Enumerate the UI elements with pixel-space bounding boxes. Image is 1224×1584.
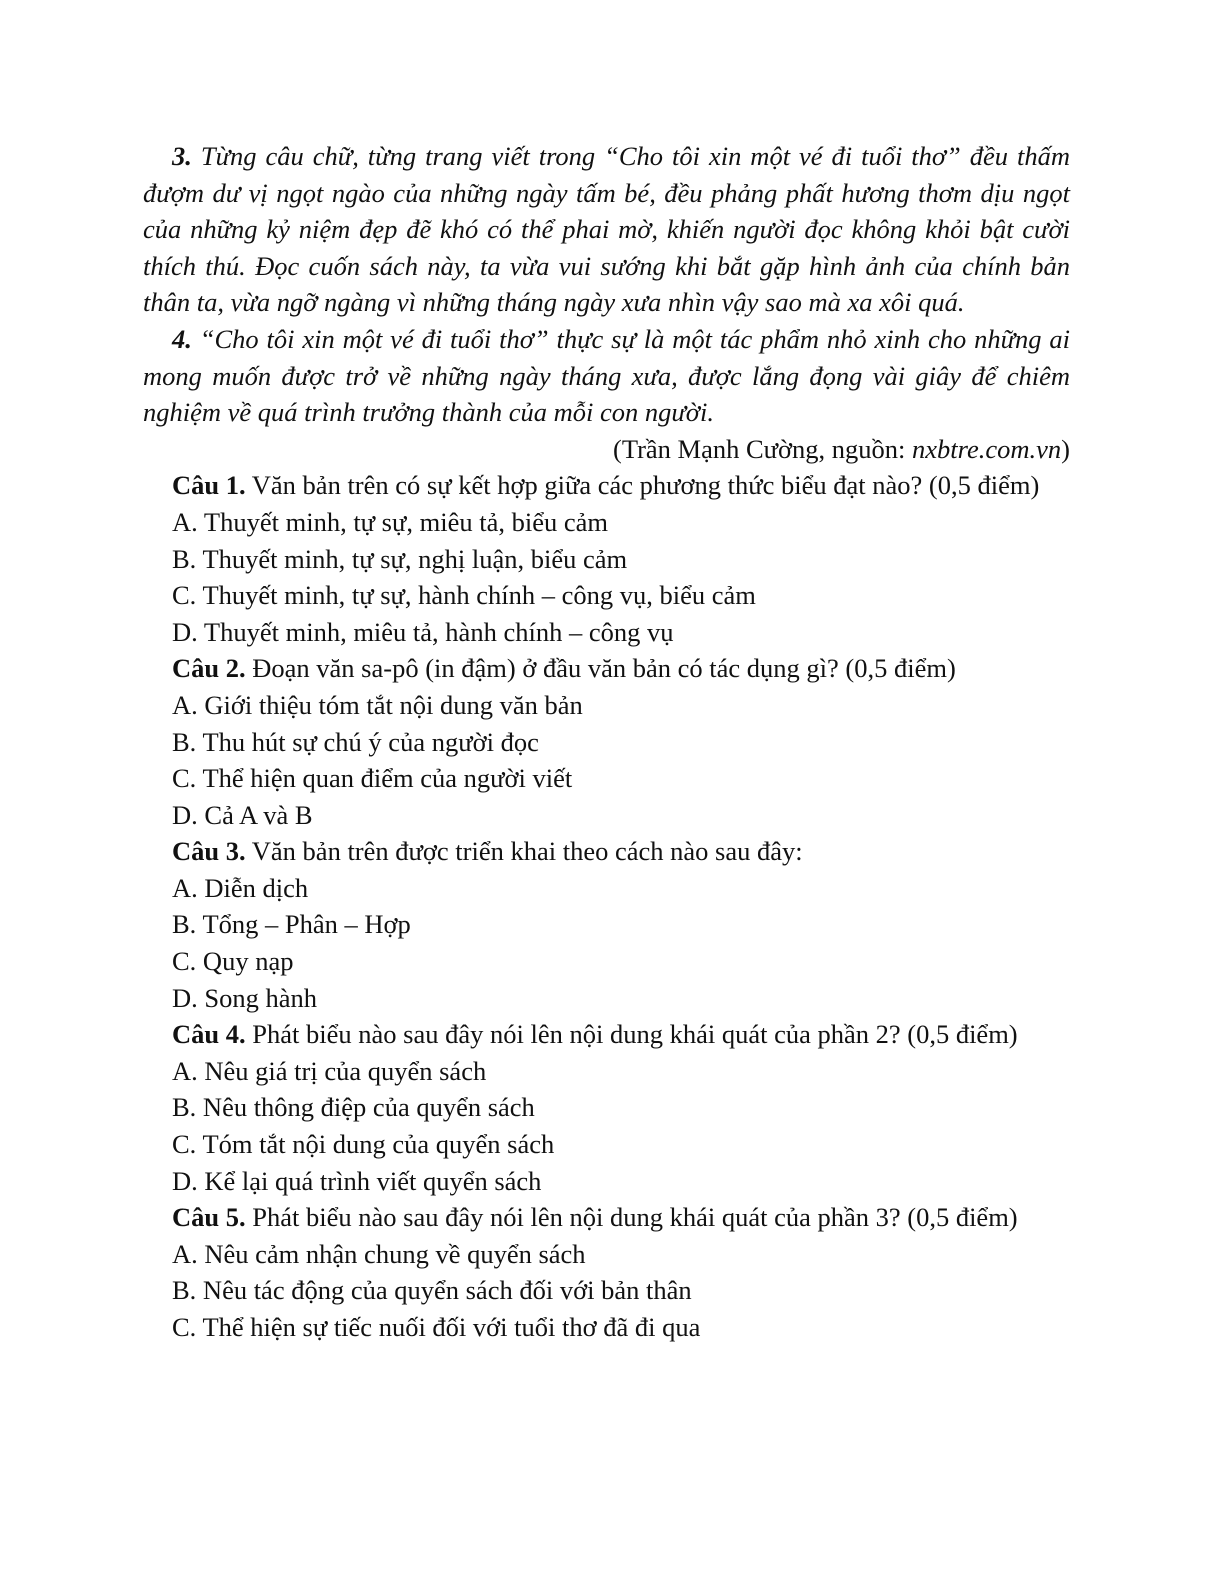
question-5-option-a: A. Nêu cảm nhận chung về quyển sách [172,1238,586,1269]
question-text: Văn bản trên được triển khai theo cách nào sau đây: [245,836,803,867]
question-text: Phát biểu nào sau đây nói lên nội dung khái quát của phần 2? (0,5 điểm) [245,1019,1018,1050]
question-2-option-a: A. Giới thiệu tóm tắt nội dung văn bản [172,689,583,720]
paragraph-text: Từng câu chữ, từng trang viết trong “Cho tôi xin một vé đi tuổi thơ” đều thấm đượm dư vị ngọt ngào của những ngày tấm bé, đều phảng phất hương thơm dịu ngọt của những kỷ niệm đẹp đẽ khó có thể phai mờ, khiến người đọc không khỏi bật cười thích thú. Đọc cuốn sách này, ta vừa vui sướng khi bắt gặp hình ảnh của chính bản thân ta, vừa ngỡ ngàng vì những tháng ngày xưa nhìn vậy sao mà xa xôi quá. [143,141,1070,318]
question-5-option-b: B. Nêu tác động của quyển sách đối với bản thân [172,1275,692,1306]
question-2-option-b: B. Thu hút sự chú ý của người đọc [172,726,539,757]
paragraph-number: 3. [172,141,192,171]
question-label: Câu 1. [172,470,246,501]
passage-paragraph-4 [143,321,1070,431]
question-label: Câu 4. [172,1019,246,1050]
question-4-option-a: A. Nêu giá trị của quyển sách [172,1055,487,1086]
question-3-option-d: D. Song hành [172,982,318,1013]
question-3-option-a: A. Diễn dịch [172,872,309,903]
question-text: Văn bản trên có sự kết hợp giữa các phương thức biểu đạt nào? (0,5 điểm) [245,470,1040,501]
question-label: Câu 2. [172,653,246,684]
question-3-option-b: B. Tổng – Phân – Hợp [172,909,411,940]
question-4-option-b: B. Nêu thông điệp của quyển sách [172,1092,535,1123]
paragraph-text: “Cho tôi xin một vé đi tuổi thơ” thực sự là một tác phẩm nhỏ xinh cho những ai mong muốn được trở về những ngày tháng xưa, được lắng đọng vài giây để chiêm nghiệm về quá trình trưởng thành của mỗi con người. [143,323,1070,428]
question-2-option-d: D. Cả A và B [172,799,313,830]
question-3 [143,833,1070,870]
question-3-option-c: C. Quy nạp [172,946,294,977]
citation-site: nxbtre.com.vn [912,433,1062,464]
question-4-option-c: C. Tóm tắt nội dung của quyển sách [172,1129,555,1160]
source-citation [143,431,1070,468]
question-1-option-a: A. Thuyết minh, tự sự, miêu tả, biểu cảm [172,506,608,537]
document-page [143,138,1070,1346]
question-text: Phát biểu nào sau đây nói lên nội dung khái quát của phần 3? (0,5 điểm) [245,1202,1018,1233]
question-5 [143,1199,1070,1236]
question-4 [143,1016,1070,1053]
question-1-option-d: D. Thuyết minh, miêu tả, hành chính – công vụ [172,616,674,647]
question-label: Câu 5. [172,1202,246,1233]
question-label: Câu 3. [172,836,246,867]
passage-paragraph-3 [143,138,1070,321]
question-4-option-d: D. Kể lại quá trình viết quyển sách [172,1165,542,1196]
question-1-option-c: C. Thuyết minh, tự sự, hành chính – công vụ, biểu cảm [172,580,756,611]
question-1-option-b: B. Thuyết minh, tự sự, nghị luận, biểu cảm [172,543,628,574]
question-2 [143,650,1070,687]
question-1 [143,467,1070,504]
question-2-option-c: C. Thể hiện quan điểm của người viết [172,763,573,794]
paragraph-number: 4. [172,323,192,354]
citation-author: (Trần Mạnh Cường, nguồn: [613,433,913,464]
citation-close: ) [1061,433,1070,464]
question-text: Đoạn văn sa-pô (in đậm) ở đầu văn bản có tác dụng gì? (0,5 điểm) [245,653,956,684]
question-5-option-c: C. Thể hiện sự tiếc nuối đối với tuổi thơ đã đi qua [172,1312,701,1342]
